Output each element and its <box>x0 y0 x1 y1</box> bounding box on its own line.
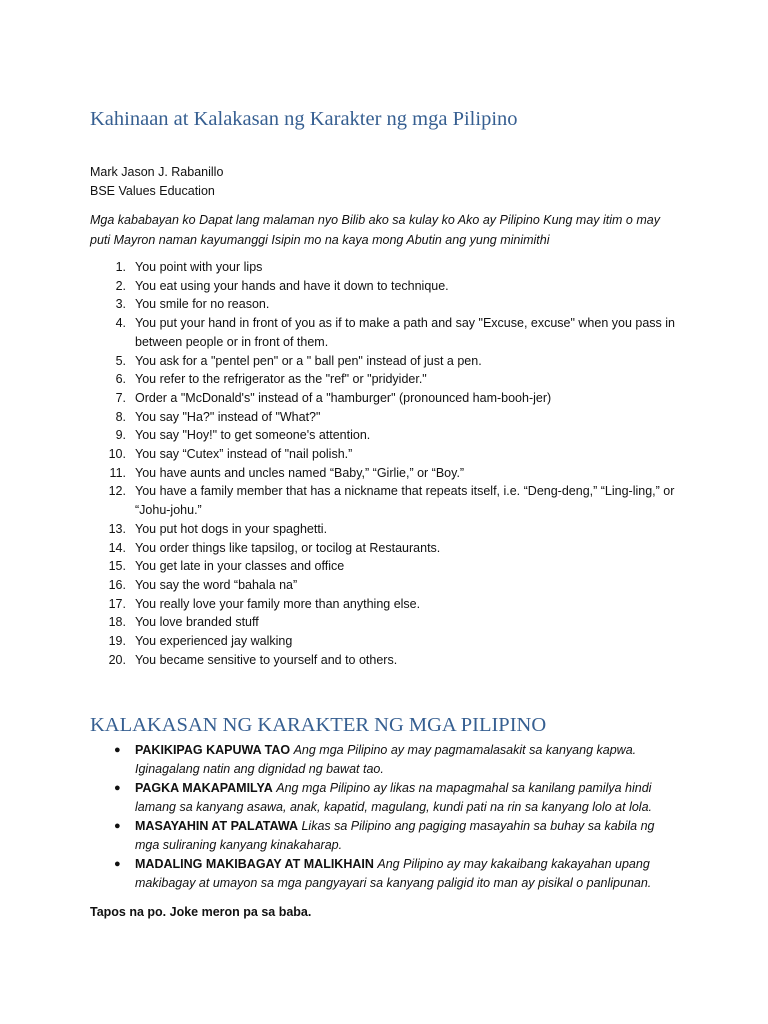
trait-text: You put your hand in front of you as if to make a path and say "Excuse, excuse" when you pass in between people or in front of them. <box>135 316 675 349</box>
trait-text: You ask for a "pentel pen" or a " ball pen" instead of just a pen. <box>135 353 482 368</box>
trait-item <box>90 408 680 427</box>
strength-term: MASAYAHIN AT PALATAWA <box>135 819 298 833</box>
author-course: BSE Values Education <box>90 184 215 198</box>
trait-number: 20. <box>108 652 126 667</box>
trait-number: 8. <box>115 409 126 424</box>
trait-text: You refer to the refrigerator as the "ref" or "pridyider." <box>135 372 427 387</box>
trait-number: 12. <box>108 484 126 499</box>
trait-number: 6. <box>115 372 126 387</box>
trait-item <box>90 295 680 314</box>
trait-number: 3. <box>115 297 126 312</box>
trait-text: You love branded stuff <box>135 615 259 630</box>
trait-text: You experienced jay walking <box>135 634 293 649</box>
bullet-icon: ● <box>114 744 121 756</box>
trait-number: 18. <box>108 615 126 630</box>
strength-description: Ang mga Pilipino ay may pagmamalasakit sa kanyang kapwa. Iginagalang natin ang dignidad ng bawat tao. <box>135 743 637 776</box>
bullet-icon: ● <box>114 820 121 832</box>
trait-number: 2. <box>115 278 126 293</box>
trait-item <box>90 277 680 296</box>
trait-text: You smile for no reason. <box>135 297 270 312</box>
trait-item <box>90 632 680 651</box>
trait-text: You say the word “bahala na” <box>135 577 298 592</box>
trait-number: 10. <box>108 447 126 462</box>
intro-paragraph: Mga kababayan ko Dapat lang malaman nyo Bilib ako sa kulay ko Ako ay Pilipino Kung may itim o may puti Mayron naman kayumanggi Isipin mo na kaya mong Abutin ang yung minimithi <box>90 213 660 247</box>
trait-item <box>90 370 680 389</box>
trait-number: 16. <box>108 577 126 592</box>
trait-number: 11. <box>109 465 126 480</box>
trait-text: Order a "McDonald's" instead of a "hamburger" (pronounced ham-booh-jer) <box>135 390 552 405</box>
trait-number: 7. <box>115 390 126 405</box>
trait-item <box>90 613 680 632</box>
trait-item <box>90 595 680 614</box>
trait-text: You say “Cutex” instead of "nail polish.” <box>135 447 353 462</box>
trait-number: 15. <box>108 559 126 574</box>
trait-number: 13. <box>108 521 126 536</box>
trait-number: 14. <box>108 540 126 555</box>
document-title: Kahinaan at Kalakasan ng Karakter ng mga Pilipino <box>90 108 518 130</box>
strength-term: PAKIKIPAG KAPUWA TAO <box>135 743 291 757</box>
strength-item <box>90 855 680 893</box>
trait-item <box>90 464 680 483</box>
trait-item <box>90 539 680 558</box>
strength-term: MADALING MAKIBAGAY AT MALIKHAIN <box>135 857 374 871</box>
trait-text: You have a family member that has a nickname that repeats itself, i.e. “Deng-deng,” “Ling-ling,” or “Johu-johu.” <box>135 484 675 518</box>
trait-text: You really love your family more than anything else. <box>135 596 421 611</box>
strength-term: PAGKA MAKAPAMILYA <box>135 781 273 795</box>
trait-number: 1. <box>115 260 126 274</box>
trait-text: You became sensitive to yourself and to others. <box>135 652 398 667</box>
closing-line: Tapos na po. Joke meron pa sa baba. <box>90 905 312 919</box>
trait-item <box>90 426 680 445</box>
trait-text: You point with your lips <box>135 260 263 274</box>
trait-item <box>90 557 680 576</box>
trait-item <box>90 258 680 277</box>
trait-item <box>90 651 680 670</box>
trait-item <box>90 445 680 464</box>
trait-number: 9. <box>115 428 126 443</box>
trait-item <box>90 520 680 539</box>
trait-text: You get late in your classes and office <box>135 559 345 574</box>
trait-text: You say "Ha?" instead of "What?" <box>135 409 321 424</box>
trait-number: 5. <box>115 353 126 368</box>
traits-list <box>90 258 680 669</box>
trait-item <box>90 314 680 351</box>
strength-item <box>90 817 680 855</box>
author-block <box>90 163 223 201</box>
author-name: Mark Jason J. Rabanillo <box>90 165 224 179</box>
strength-item <box>90 779 680 817</box>
trait-item <box>90 352 680 371</box>
strength-item <box>90 741 680 779</box>
trait-item <box>90 389 680 408</box>
trait-number: 19. <box>108 634 126 649</box>
trait-item <box>90 576 680 595</box>
trait-item <box>90 482 680 519</box>
bullet-icon: ● <box>114 858 121 870</box>
bullet-icon: ● <box>114 782 121 794</box>
trait-number: 17. <box>108 596 126 611</box>
trait-number: 4. <box>115 316 126 331</box>
strength-description: Ang Pilipino ay may kakaibang kakayahan upang makibagay at umayon sa mga pangyayari sa kanyang paligid ito man ay pisikal o panlipunan. <box>135 857 652 890</box>
trait-text: You eat using your hands and have it down to technique. <box>135 278 449 293</box>
trait-text: You have aunts and uncles named “Baby,” “Girlie,” or “Boy.” <box>135 465 465 480</box>
trait-text: You put hot dogs in your spaghetti. <box>135 521 328 536</box>
strength-description: Likas sa Pilipino ang pagiging masayahin sa buhay sa kabila ng mga suliraning kanyang kinakaharap. <box>135 819 655 852</box>
trait-text: You say "Hoy!" to get someone's attention. <box>135 428 371 443</box>
strengths-heading: KALAKASAN NG KARAKTER NG MGA PILIPINO <box>90 714 547 736</box>
strength-description: Ang mga Pilipino ay likas na mapagmahal sa kanilang pamilya hindi lamang sa kanyang asawa, anak, kapatid, magulang, kundi pati na rin sa kanyang lolo at lola. <box>135 781 652 814</box>
trait-text: You order things like tapsilog, or tocilog at Restaurants. <box>135 540 441 555</box>
strengths-list <box>90 741 680 893</box>
